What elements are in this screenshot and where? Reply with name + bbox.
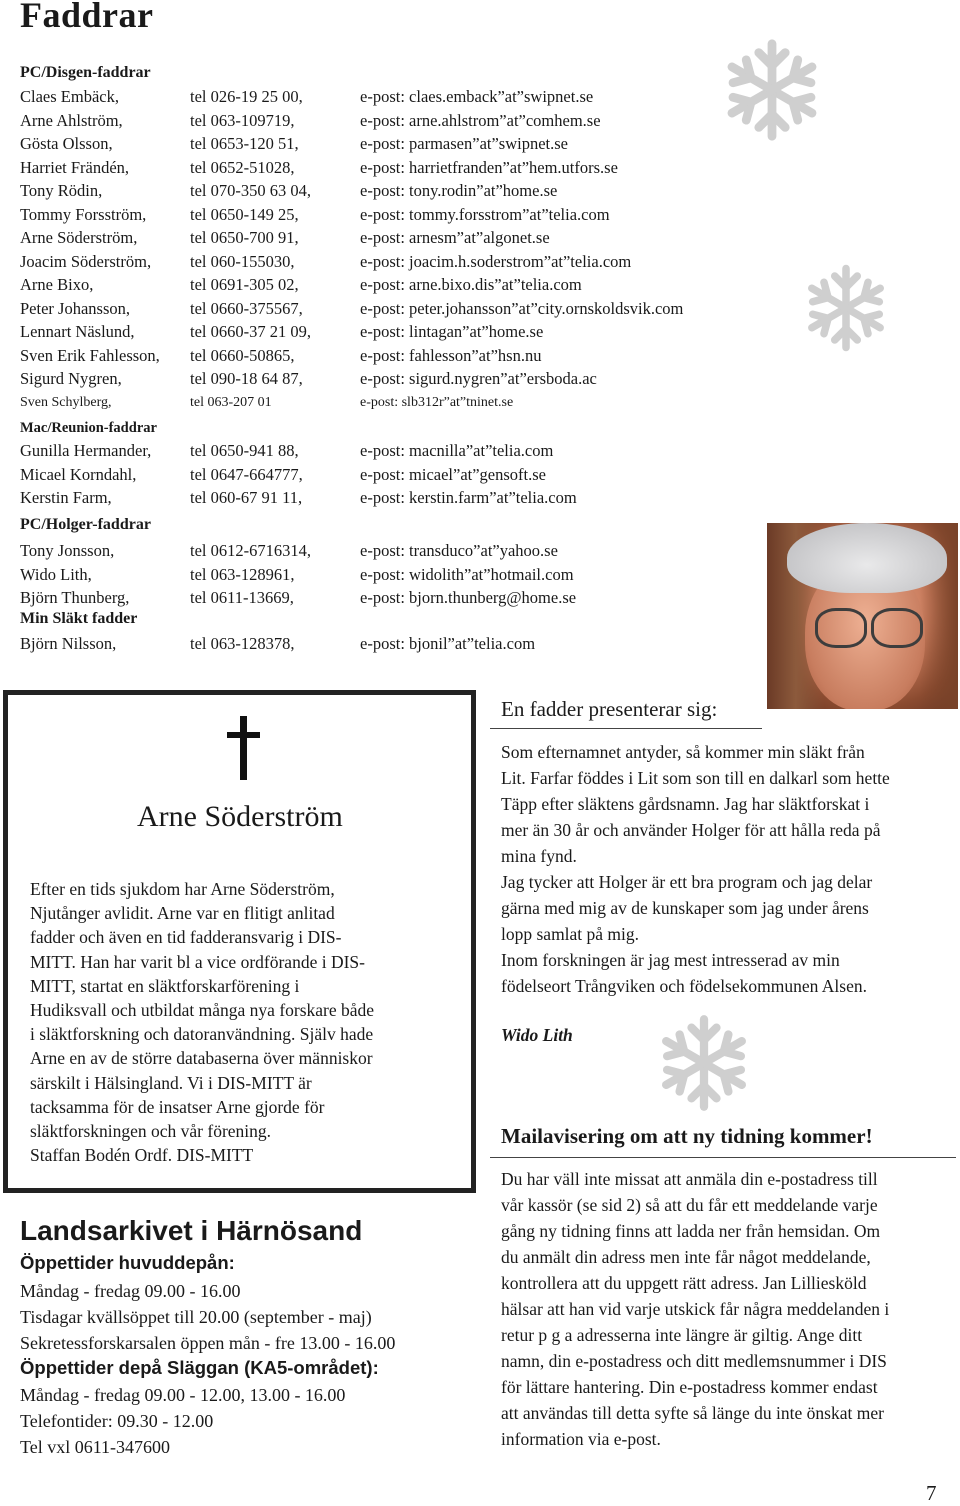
contact-phone: tel 0653-120 51, bbox=[190, 134, 299, 153]
text-line: Arne en av de större databaserna över människor bbox=[30, 1048, 373, 1069]
contact-name: Gunilla Hermander, bbox=[20, 441, 152, 460]
hours-heading: Öppettider huvuddepån: bbox=[20, 1252, 235, 1273]
snowflake-icon bbox=[799, 260, 893, 356]
contact-name: Björn Thunberg, bbox=[20, 588, 130, 607]
contact-name: Arne Bixo, bbox=[20, 275, 94, 294]
contact-name: Lennart Näslund, bbox=[20, 322, 135, 341]
hours-line: Tisdagar kvällsöppet till 20.00 (september - maj) bbox=[20, 1307, 372, 1327]
text-line: MITT, startat en släktforskarförening i bbox=[30, 975, 300, 996]
contact-email: e-post: claes.emback”at”swipnet.se bbox=[360, 87, 594, 106]
section-heading: PC/Holger-faddrar bbox=[20, 516, 151, 533]
contact-email: e-post: transduco”at”yahoo.se bbox=[360, 541, 558, 560]
contact-email: e-post: tony.rodin”at”home.se bbox=[360, 181, 558, 200]
hours-line: Måndag - fredag 09.00 - 16.00 bbox=[20, 1281, 241, 1301]
contact-email: e-post: micael”at”gensoft.se bbox=[360, 464, 547, 484]
text-line: fadder och även en tid fadderansvarig i DIS- bbox=[30, 927, 342, 948]
text-line: gärna med mig av de kunskaper som jag under årens bbox=[501, 898, 869, 918]
section-heading: Mac/Reunion-faddrar bbox=[20, 420, 157, 436]
contact-name: Sven Erik Fahlesson, bbox=[20, 345, 160, 365]
text-line: att användas till detta syfte så länge du inte önskat mer bbox=[501, 1403, 884, 1423]
contact-email: e-post: kerstin.farm”at”telia.com bbox=[360, 488, 577, 507]
text-line: Som efternamnet antyder, så kommer min släkt från bbox=[501, 742, 865, 762]
contact-email: e-post: macnilla”at”telia.com bbox=[360, 441, 554, 460]
contact-name: Claes Embäck, bbox=[20, 87, 119, 106]
contact-name: Wido Lith, bbox=[20, 564, 92, 584]
contact-email: e-post: arnesm”at”algonet.se bbox=[360, 228, 550, 247]
contact-name: Harriet Frändén, bbox=[20, 157, 130, 177]
presentation-heading: En fadder presenterar sig: bbox=[501, 697, 718, 721]
contact-email: e-post: lintagan”at”home.se bbox=[360, 322, 544, 341]
text-line: Njutånger avlidit. Arne var en flitigt anlitad bbox=[30, 903, 335, 924]
presentation-signature: Wido Lith bbox=[501, 1025, 573, 1045]
obituary-name: Arne Söderström bbox=[137, 800, 343, 833]
text-line: du anmält din adress men inte får något meddelande, bbox=[501, 1247, 871, 1267]
text-line: information via e-post. bbox=[501, 1429, 661, 1449]
hours-line: Tel vxl 0611-347600 bbox=[20, 1437, 171, 1457]
text-line: särskilt i Hälsingland. Vi i DIS-MITT är bbox=[30, 1072, 312, 1093]
contact-email: e-post: arne.ahlstrom”at”comhem.se bbox=[360, 110, 601, 130]
contact-phone: tel 0650-941 88, bbox=[190, 441, 299, 460]
text-line: gång ny tidning finns att ladda ner från hemsidan. Om bbox=[501, 1221, 881, 1241]
contact-phone: tel 0691-305 02, bbox=[190, 275, 299, 294]
text-line: Du har väll inte missat att anmäla din e-postadress till bbox=[501, 1169, 878, 1189]
text-line: mina fynd. bbox=[501, 846, 577, 866]
text-line: mer än 30 år och använder Holger för att hålla reda på bbox=[501, 820, 881, 840]
contact-name: Joacim Söderström, bbox=[20, 251, 152, 271]
snowflake-icon bbox=[717, 34, 827, 146]
text-line: Hudiksvall och utbildat många nya forskare både bbox=[30, 1000, 375, 1021]
text-line: hälsar att han vid varje utskick får några meddelanden i bbox=[501, 1299, 890, 1319]
contact-phone: tel 0650-700 91, bbox=[190, 228, 299, 247]
text-line: kontrollera att du uppgett rätt adress. Jan Lilliesköld bbox=[501, 1273, 867, 1293]
text-line: i släktforskning och datoranvändning. Själv hade bbox=[30, 1024, 374, 1045]
section-heading: PC/Disgen-faddrar bbox=[20, 64, 151, 81]
contact-phone: tel 0652-51028, bbox=[190, 157, 295, 177]
contact-email: e-post: bjorn.thunberg@home.se bbox=[360, 588, 577, 607]
mail-notice-text bbox=[501, 1166, 956, 1452]
hours-heading: Öppettider depå Släggan (KA5-området): bbox=[20, 1357, 379, 1378]
contact-phone: tel 063-109719, bbox=[190, 110, 295, 130]
text-line: för lättare hantering. Din e-postadress kommer endast bbox=[501, 1377, 878, 1397]
text-line: Efter en tids sjukdom har Arne Söderström, bbox=[30, 879, 335, 899]
contact-name: Micael Korndahl, bbox=[20, 464, 137, 484]
contact-email: e-post: parmasen”at”swipnet.se bbox=[360, 134, 569, 153]
contact-phone: tel 0611-13669, bbox=[190, 588, 294, 607]
landsarkivet-title: Landsarkivet i Härnösand bbox=[20, 1215, 363, 1246]
contact-email: e-post: tommy.forsstrom”at”telia.com bbox=[360, 204, 610, 224]
text-line: släktforskningen och vår förening. bbox=[30, 1121, 272, 1142]
contact-phone: tel 070-350 63 04, bbox=[190, 181, 311, 200]
text-line: MITT. Han har varit bl a vice ordförande i DIS- bbox=[30, 951, 365, 972]
text-line: Staffan Bodén Ordf. DIS-MITT bbox=[30, 1145, 254, 1166]
text-line: vår kassör (se sid 2) så att du får ett meddelande varje bbox=[501, 1195, 878, 1215]
contact-email: e-post: sigurd.nygren”at”ersboda.ac bbox=[360, 369, 597, 388]
snowflake-icon bbox=[652, 1010, 756, 1116]
contact-phone: tel 090-18 64 87, bbox=[190, 369, 303, 388]
hours-line: Måndag - fredag 09.00 - 12.00, 13.00 - 16.00 bbox=[20, 1385, 346, 1405]
contact-name: Sigurd Nygren, bbox=[20, 369, 122, 388]
contact-name: Arne Söderström, bbox=[20, 228, 138, 247]
contact-email: e-post: arne.bixo.dis”at”telia.com bbox=[360, 275, 582, 294]
text-line: Lit. Farfar föddes i Lit som son till en dalkarl som hette bbox=[501, 768, 890, 788]
contact-phone: tel 0660-375567, bbox=[190, 298, 303, 318]
contact-phone: tel 063-128961, bbox=[190, 564, 295, 584]
contact-phone: tel 0650-149 25, bbox=[190, 204, 299, 224]
contact-phone: tel 063-207 01 bbox=[190, 394, 272, 410]
contact-email: e-post: widolith”at”hotmail.com bbox=[360, 564, 574, 584]
divider bbox=[490, 728, 762, 729]
page-number: 7 bbox=[926, 1481, 937, 1505]
contact-phone: tel 0660-37 21 09, bbox=[190, 322, 311, 341]
contact-name: Tony Jonsson, bbox=[20, 541, 115, 560]
contact-name: Tony Rödin, bbox=[20, 181, 103, 200]
contact-email: e-post: slb312r”at”tninet.se bbox=[360, 394, 514, 410]
contact-email: e-post: harrietfranden”at”hem.utfors.se bbox=[360, 157, 618, 177]
mail-notice-heading: Mailavisering om att ny tidning kommer! bbox=[501, 1124, 873, 1148]
contact-name: Gösta Olsson, bbox=[20, 134, 113, 153]
text-line: Täpp efter släktens gårdsnamn. Jag har släktforskat i bbox=[501, 794, 870, 814]
text-line: Inom forskningen är jag mest intresserad av min bbox=[501, 950, 840, 970]
obituary-text bbox=[30, 877, 440, 1167]
contact-phone: tel 0660-50865, bbox=[190, 345, 295, 365]
text-line: Jag tycker att Holger är ett bra program och jag delar bbox=[501, 872, 873, 892]
contact-email: e-post: fahlesson”at”hsn.nu bbox=[360, 345, 542, 365]
contact-email: e-post: peter.johansson”at”city.ornskoldsvik.com bbox=[360, 298, 684, 318]
text-line: namn, din e-postadress och ditt medlemsnummer i DIS bbox=[501, 1351, 887, 1371]
text-line: lopp samlat på mig. bbox=[501, 924, 640, 944]
contact-email: e-post: bjonil”at”telia.com bbox=[360, 634, 536, 653]
hours-line: Telefontider: 09.30 - 12.00 bbox=[20, 1411, 214, 1431]
contact-email: e-post: joacim.h.soderstrom”at”telia.com bbox=[360, 251, 632, 271]
contact-phone: tel 060-155030, bbox=[190, 251, 295, 271]
contact-name: Peter Johansson, bbox=[20, 298, 130, 318]
text-line: födelseort Trångviken och födelsekommunen Alsen. bbox=[501, 976, 867, 996]
contact-name: Sven Schylberg, bbox=[20, 394, 112, 410]
text-line: tacksamma för de insatser Arne gjorde för bbox=[30, 1096, 325, 1117]
cross-icon bbox=[223, 716, 263, 780]
contact-name: Björn Nilsson, bbox=[20, 634, 117, 653]
contact-phone: tel 060-67 91 11, bbox=[190, 488, 303, 507]
contact-phone: tel 0647-664777, bbox=[190, 464, 303, 484]
contact-name: Kerstin Farm, bbox=[20, 488, 112, 507]
contact-name: Arne Ahlström, bbox=[20, 110, 123, 130]
hours-line: Sekretessforskarsalen öppen mån - fre 13.00 - 16.00 bbox=[20, 1333, 396, 1353]
contact-phone: tel 0612-6716314, bbox=[190, 541, 311, 560]
text-line: retur p g a adresserna inte längre är giltig. Ange ditt bbox=[501, 1325, 863, 1345]
divider bbox=[490, 1157, 956, 1158]
contact-name: Tommy Forsström, bbox=[20, 204, 147, 224]
page-title: Faddrar bbox=[20, 0, 154, 35]
contact-phone: tel 063-128378, bbox=[190, 634, 295, 653]
contact-phone: tel 026-19 25 00, bbox=[190, 87, 303, 106]
section-heading: Min Släkt fadder bbox=[20, 610, 138, 627]
portrait-photo bbox=[767, 523, 958, 709]
presentation-text bbox=[501, 739, 956, 999]
